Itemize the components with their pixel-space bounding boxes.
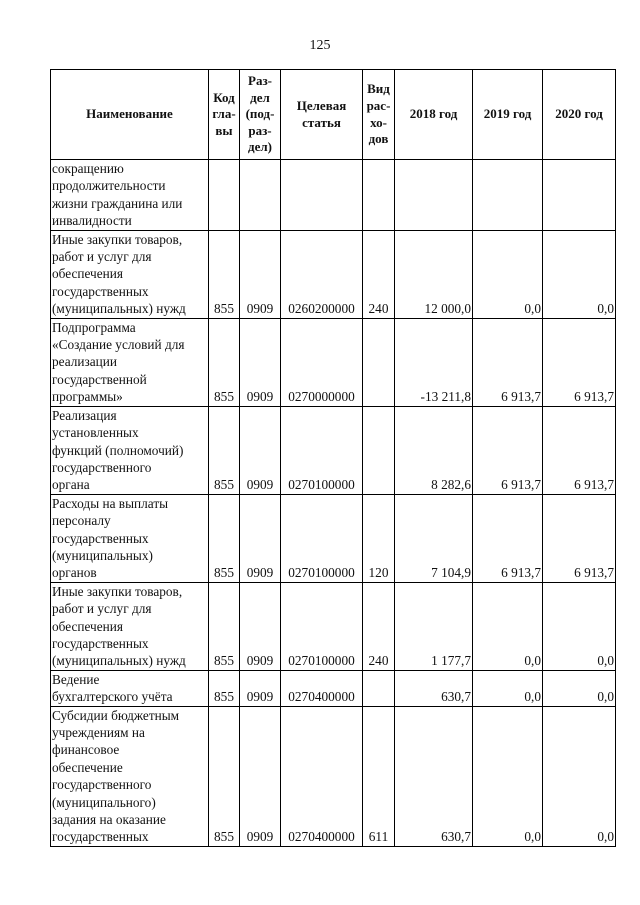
header-name: Наименование — [51, 70, 209, 160]
header-2019: 2019 год — [473, 70, 543, 160]
table-row — [51, 582, 616, 670]
cell-y2019: 6 913,7 — [473, 318, 543, 406]
cell-y2020: 0,0 — [543, 670, 616, 706]
header-target-text: Целевая статья — [296, 97, 347, 130]
budget-table — [50, 69, 616, 847]
table-row — [51, 230, 616, 318]
header-section — [240, 70, 281, 160]
cell-y2019: 0,0 — [473, 582, 543, 670]
table-row — [51, 706, 616, 846]
header-expense-type — [363, 70, 395, 160]
cell-expense-type — [363, 406, 395, 494]
cell-y2018: 1 177,7 — [395, 582, 473, 670]
cell-y2018: 12 000,0 — [395, 230, 473, 318]
cell-section: 0909 — [240, 582, 281, 670]
header-chapter-text: Код гла- вы — [212, 89, 236, 138]
cell-name: Расходы на выплаты персоналу государственных (муниципальных) органов — [51, 494, 209, 582]
table-header-row — [51, 70, 616, 160]
cell-chapter: 855 — [209, 706, 240, 846]
cell-section: 0909 — [240, 670, 281, 706]
cell-expense-type — [363, 670, 395, 706]
page-number: 125 — [309, 38, 331, 53]
cell-name: сокращению продолжительности жизни гражданина или инвалидности — [51, 160, 209, 231]
cell-y2020: 0,0 — [543, 706, 616, 846]
cell-y2020: 6 913,7 — [543, 494, 616, 582]
cell-chapter — [209, 160, 240, 231]
table-row — [51, 160, 616, 231]
cell-target — [281, 160, 363, 231]
cell-section: 0909 — [240, 494, 281, 582]
cell-target: 0260200000 — [281, 230, 363, 318]
cell-section: 0909 — [240, 318, 281, 406]
cell-section: 0909 — [240, 230, 281, 318]
cell-y2018: 8 282,6 — [395, 406, 473, 494]
cell-target: 0270400000 — [281, 670, 363, 706]
cell-chapter: 855 — [209, 494, 240, 582]
cell-name: Ведение бухгалтерского учёта — [51, 670, 209, 706]
cell-name: Иные закупки товаров, работ и услуг для обеспечения государственных (муниципальных) нужд — [51, 582, 209, 670]
cell-expense-type — [363, 160, 395, 231]
cell-y2019: 0,0 — [473, 230, 543, 318]
cell-chapter: 855 — [209, 406, 240, 494]
cell-expense-type: 240 — [363, 230, 395, 318]
table-row — [51, 670, 616, 706]
cell-section — [240, 160, 281, 231]
header-chapter — [209, 70, 240, 160]
cell-chapter: 855 — [209, 670, 240, 706]
header-2020: 2020 год — [543, 70, 616, 160]
cell-y2019: 6 913,7 — [473, 494, 543, 582]
cell-y2018 — [395, 160, 473, 231]
cell-chapter: 855 — [209, 230, 240, 318]
cell-chapter: 855 — [209, 582, 240, 670]
cell-section: 0909 — [240, 706, 281, 846]
header-target — [281, 70, 363, 160]
cell-name: Субсидии бюджетным учреждениям на финансовое обеспечение государственного (муниципального) задания на оказание государственных — [51, 706, 209, 846]
cell-expense-type — [363, 318, 395, 406]
cell-y2018: 630,7 — [395, 670, 473, 706]
cell-target: 0270100000 — [281, 582, 363, 670]
cell-target: 0270400000 — [281, 706, 363, 846]
cell-section: 0909 — [240, 406, 281, 494]
cell-y2018: 7 104,9 — [395, 494, 473, 582]
cell-y2019: 6 913,7 — [473, 406, 543, 494]
cell-target: 0270000000 — [281, 318, 363, 406]
cell-y2020: 0,0 — [543, 582, 616, 670]
cell-name: Иные закупки товаров, работ и услуг для обеспечения государственных (муниципальных) нужд — [51, 230, 209, 318]
cell-chapter: 855 — [209, 318, 240, 406]
cell-expense-type: 240 — [363, 582, 395, 670]
cell-y2018: 630,7 — [395, 706, 473, 846]
cell-expense-type: 120 — [363, 494, 395, 582]
cell-target: 0270100000 — [281, 494, 363, 582]
cell-y2020: 0,0 — [543, 230, 616, 318]
table-row — [51, 494, 616, 582]
cell-y2020: 6 913,7 — [543, 318, 616, 406]
header-expense-type-text: Вид рас- хо- дов — [366, 81, 391, 147]
cell-y2019 — [473, 160, 543, 231]
cell-name: Реализация установленных функций (полномочий) государственного органа — [51, 406, 209, 494]
header-2018: 2018 год — [395, 70, 473, 160]
cell-y2019: 0,0 — [473, 670, 543, 706]
table-row — [51, 406, 616, 494]
cell-y2018: -13 211,8 — [395, 318, 473, 406]
cell-y2020 — [543, 160, 616, 231]
table-row — [51, 318, 616, 406]
cell-y2019: 0,0 — [473, 706, 543, 846]
header-section-text: Раз- дел (под- раз- дел) — [245, 73, 275, 155]
cell-target: 0270100000 — [281, 406, 363, 494]
cell-expense-type: 611 — [363, 706, 395, 846]
cell-name: Подпрограмма «Создание условий для реализации государственной программы» — [51, 318, 209, 406]
cell-y2020: 6 913,7 — [543, 406, 616, 494]
